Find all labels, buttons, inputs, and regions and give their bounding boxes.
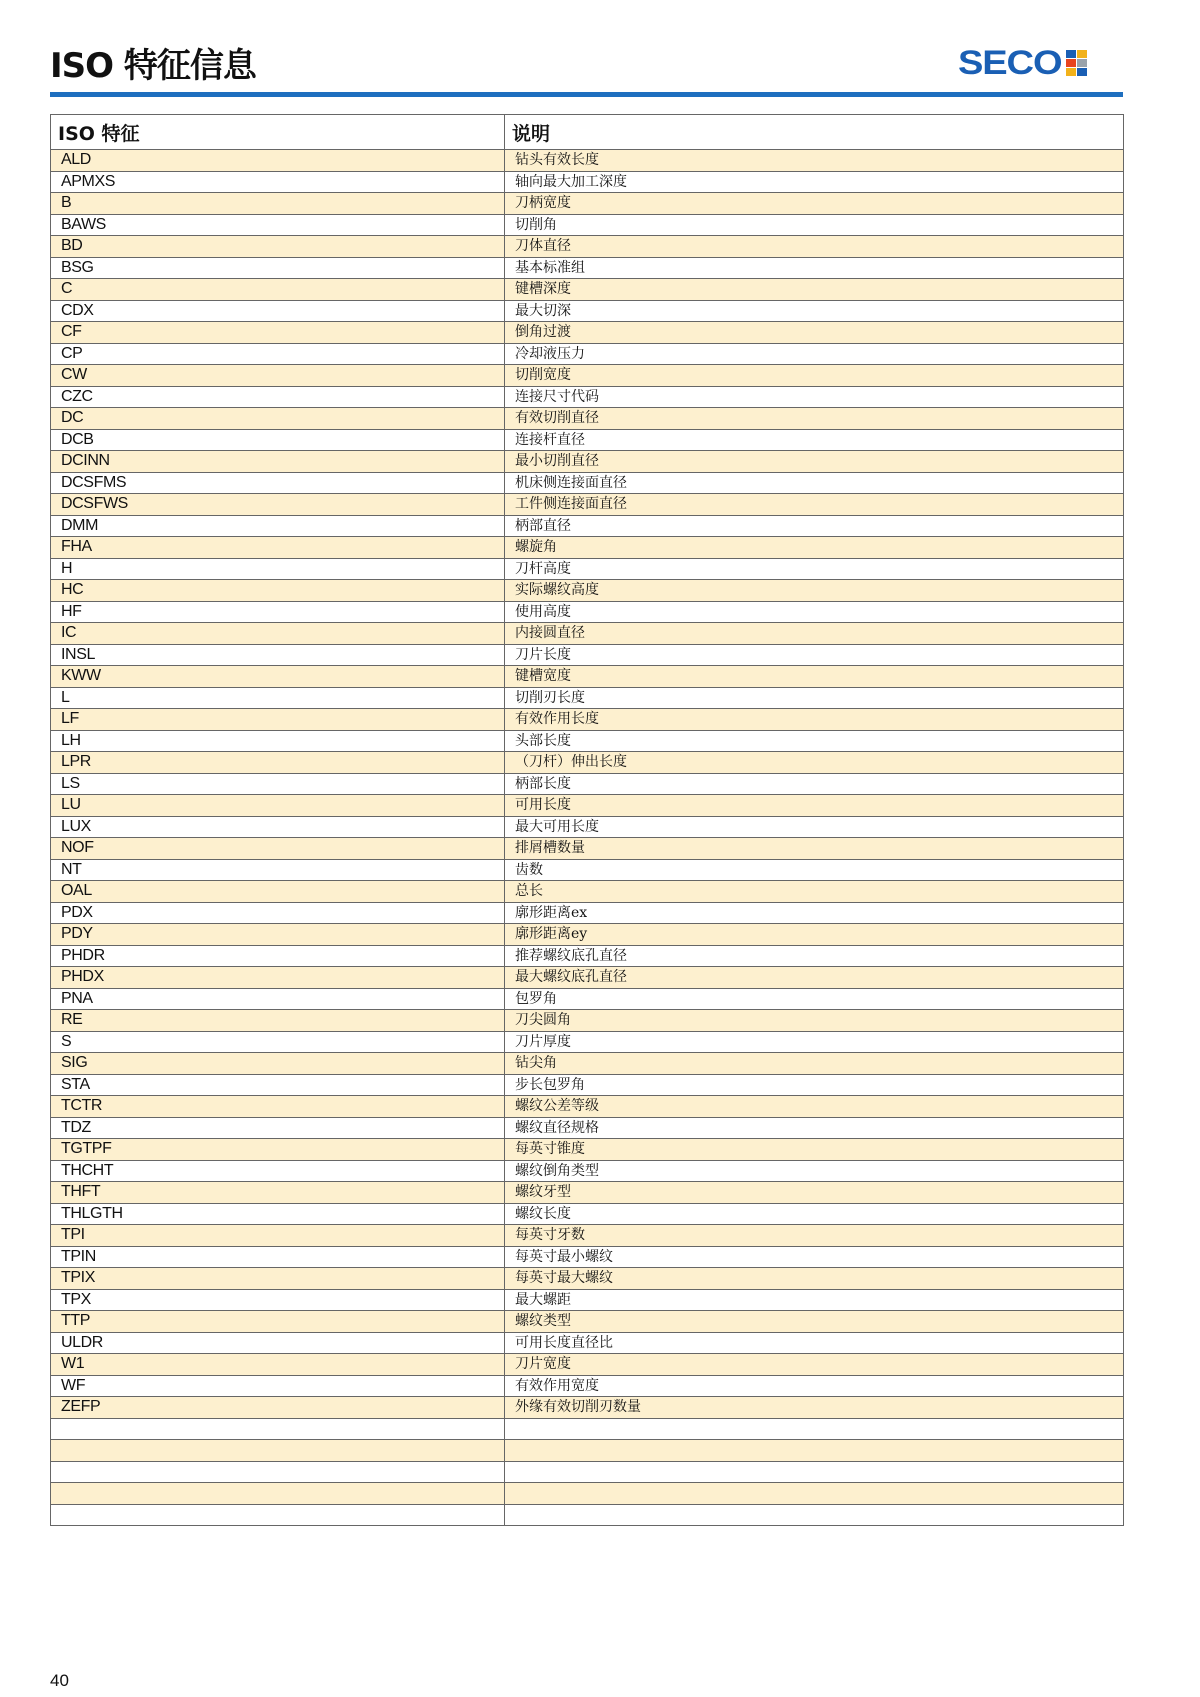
table-row [51, 1483, 1124, 1505]
iso-code-cell: CDX [51, 300, 505, 322]
table-row [51, 1031, 1124, 1053]
description-cell: 冷却液压力 [505, 343, 1124, 365]
description-cell: 有效切削直径 [505, 408, 1124, 430]
page-number: 40 [50, 1671, 69, 1690]
iso-code-cell [51, 1504, 505, 1526]
iso-code-cell [51, 1461, 505, 1483]
iso-code-cell: LF [51, 709, 505, 731]
table-row [51, 386, 1124, 408]
table-row [51, 730, 1124, 752]
iso-code-cell: PHDX [51, 967, 505, 989]
iso-code-cell: TDZ [51, 1117, 505, 1139]
table-row [51, 515, 1124, 537]
iso-code-cell: TTP [51, 1311, 505, 1333]
iso-code-cell: LU [51, 795, 505, 817]
iso-code-cell: TPIN [51, 1246, 505, 1268]
iso-code-cell: KWW [51, 666, 505, 688]
iso-code-cell: S [51, 1031, 505, 1053]
description-cell: 键槽宽度 [505, 666, 1124, 688]
iso-code-cell: OAL [51, 881, 505, 903]
description-cell: 螺纹公差等级 [505, 1096, 1124, 1118]
table-row [51, 924, 1124, 946]
description-cell: 可用长度直径比 [505, 1332, 1124, 1354]
description-cell: 推荐螺纹底孔直径 [505, 945, 1124, 967]
iso-code-cell: BSG [51, 257, 505, 279]
table-row [51, 1375, 1124, 1397]
description-cell: 头部长度 [505, 730, 1124, 752]
description-cell: 实际螺纹高度 [505, 580, 1124, 602]
iso-code-cell: TPX [51, 1289, 505, 1311]
iso-code-cell: H [51, 558, 505, 580]
iso-code-cell: W1 [51, 1354, 505, 1376]
description-cell: 键槽深度 [505, 279, 1124, 301]
seco-logo [958, 46, 1087, 80]
iso-code-cell: PNA [51, 988, 505, 1010]
page-title: ISO 特征信息 [50, 46, 256, 86]
table-row [51, 365, 1124, 387]
iso-code-cell: C [51, 279, 505, 301]
table-row [51, 1461, 1124, 1483]
iso-code-cell: BD [51, 236, 505, 258]
description-cell: 最小切削直径 [505, 451, 1124, 473]
table-row [51, 472, 1124, 494]
description-cell: 刀体直径 [505, 236, 1124, 258]
table-row [51, 193, 1124, 215]
iso-code-cell: WF [51, 1375, 505, 1397]
table-row [51, 687, 1124, 709]
column-header-iso-feature: ISO 特征 [51, 115, 505, 150]
iso-code-cell: PHDR [51, 945, 505, 967]
table-row [51, 816, 1124, 838]
table-row [51, 580, 1124, 602]
description-cell: （刀杆）伸出长度 [505, 752, 1124, 774]
description-cell: 最大切深 [505, 300, 1124, 322]
table-row [51, 494, 1124, 516]
description-cell: 最大螺纹底孔直径 [505, 967, 1124, 989]
description-cell: 最大螺距 [505, 1289, 1124, 1311]
table-row [51, 644, 1124, 666]
iso-code-cell: NT [51, 859, 505, 881]
description-cell: 刀杆高度 [505, 558, 1124, 580]
description-cell: 齿数 [505, 859, 1124, 881]
table-row [51, 171, 1124, 193]
iso-code-cell: PDY [51, 924, 505, 946]
iso-code-cell: THLGTH [51, 1203, 505, 1225]
iso-code-cell: CF [51, 322, 505, 344]
description-cell: 廓形距离ex [505, 902, 1124, 924]
table-row [51, 623, 1124, 645]
table-row [51, 859, 1124, 881]
table-row [51, 773, 1124, 795]
header-rule [50, 92, 1123, 97]
description-cell: 使用高度 [505, 601, 1124, 623]
description-cell: 倒角过渡 [505, 322, 1124, 344]
description-cell: 廓形距离ey [505, 924, 1124, 946]
description-cell [505, 1440, 1124, 1462]
iso-code-cell: BAWS [51, 214, 505, 236]
description-cell: 切削宽度 [505, 365, 1124, 387]
table-row [51, 300, 1124, 322]
table-row [51, 451, 1124, 473]
iso-code-cell: TPIX [51, 1268, 505, 1290]
description-cell: 排屑槽数量 [505, 838, 1124, 860]
iso-code-cell: HF [51, 601, 505, 623]
description-cell: 连接尺寸代码 [505, 386, 1124, 408]
iso-code-cell [51, 1440, 505, 1462]
description-cell: 每英寸最小螺纹 [505, 1246, 1124, 1268]
table-row [51, 1311, 1124, 1333]
description-cell: 包罗角 [505, 988, 1124, 1010]
description-cell: 可用长度 [505, 795, 1124, 817]
description-cell: 螺纹类型 [505, 1311, 1124, 1333]
iso-code-cell: DCINN [51, 451, 505, 473]
iso-code-cell: INSL [51, 644, 505, 666]
iso-code-cell: LS [51, 773, 505, 795]
table-row [51, 1504, 1124, 1526]
table-row [51, 343, 1124, 365]
table-row [51, 1074, 1124, 1096]
table-row [51, 752, 1124, 774]
description-cell: 螺纹长度 [505, 1203, 1124, 1225]
iso-code-cell: LH [51, 730, 505, 752]
description-cell: 钻尖角 [505, 1053, 1124, 1075]
table-row [51, 279, 1124, 301]
iso-code-cell: IC [51, 623, 505, 645]
iso-code-cell: ULDR [51, 1332, 505, 1354]
description-cell: 外缘有效切削刃数量 [505, 1397, 1124, 1419]
description-cell: 切削角 [505, 214, 1124, 236]
iso-code-cell: DCSFWS [51, 494, 505, 516]
table-row [51, 1246, 1124, 1268]
description-cell: 有效作用宽度 [505, 1375, 1124, 1397]
iso-code-cell: CZC [51, 386, 505, 408]
iso-code-cell: DCSFMS [51, 472, 505, 494]
iso-feature-table [50, 114, 1124, 1526]
iso-code-cell: THCHT [51, 1160, 505, 1182]
iso-code-cell: LPR [51, 752, 505, 774]
table-row [51, 1053, 1124, 1075]
iso-code-cell: DC [51, 408, 505, 430]
logo-wordmark: SECO [958, 44, 1062, 82]
iso-code-cell: FHA [51, 537, 505, 559]
description-cell: 工件侧连接面直径 [505, 494, 1124, 516]
iso-code-cell: TCTR [51, 1096, 505, 1118]
description-cell: 螺纹直径规格 [505, 1117, 1124, 1139]
table-row [51, 236, 1124, 258]
iso-code-cell: HC [51, 580, 505, 602]
table-row [51, 1225, 1124, 1247]
description-cell [505, 1461, 1124, 1483]
table-row [51, 1117, 1124, 1139]
table-row [51, 1096, 1124, 1118]
table-row [51, 795, 1124, 817]
description-cell: 轴向最大加工深度 [505, 171, 1124, 193]
iso-code-cell: ALD [51, 150, 505, 172]
table-row [51, 537, 1124, 559]
description-cell: 刀尖圆角 [505, 1010, 1124, 1032]
table-row [51, 1418, 1124, 1440]
table-row [51, 1010, 1124, 1032]
table-row [51, 1354, 1124, 1376]
iso-code-cell: LUX [51, 816, 505, 838]
iso-code-cell: RE [51, 1010, 505, 1032]
table-body [51, 150, 1124, 1526]
table-row [51, 666, 1124, 688]
iso-code-cell [51, 1483, 505, 1505]
description-cell: 总长 [505, 881, 1124, 903]
iso-code-cell: PDX [51, 902, 505, 924]
table-row [51, 709, 1124, 731]
description-cell: 连接杆直径 [505, 429, 1124, 451]
table-row [51, 601, 1124, 623]
description-cell: 每英寸牙数 [505, 1225, 1124, 1247]
table-row [51, 322, 1124, 344]
logo-color-squares-icon [1066, 50, 1087, 76]
description-cell: 钻头有效长度 [505, 150, 1124, 172]
iso-code-cell: B [51, 193, 505, 215]
table-row [51, 902, 1124, 924]
table-row [51, 214, 1124, 236]
iso-code-cell [51, 1418, 505, 1440]
description-cell: 每英寸最大螺纹 [505, 1268, 1124, 1290]
description-cell: 螺纹倒角类型 [505, 1160, 1124, 1182]
description-cell: 柄部长度 [505, 773, 1124, 795]
table-row [51, 1268, 1124, 1290]
description-cell: 步长包罗角 [505, 1074, 1124, 1096]
iso-code-cell: ZEFP [51, 1397, 505, 1419]
table-row [51, 1203, 1124, 1225]
iso-code-cell: THFT [51, 1182, 505, 1204]
description-cell [505, 1504, 1124, 1526]
description-cell: 基本标准组 [505, 257, 1124, 279]
table-row [51, 838, 1124, 860]
table-row [51, 1160, 1124, 1182]
description-cell: 柄部直径 [505, 515, 1124, 537]
iso-code-cell: DCB [51, 429, 505, 451]
table-row [51, 429, 1124, 451]
table-row [51, 150, 1124, 172]
column-header-description: 说明 [505, 115, 1124, 150]
description-cell: 内接圆直径 [505, 623, 1124, 645]
iso-code-cell: TPI [51, 1225, 505, 1247]
description-cell: 螺旋角 [505, 537, 1124, 559]
description-cell: 机床侧连接面直径 [505, 472, 1124, 494]
table-header-row [51, 115, 1124, 150]
iso-code-cell: STA [51, 1074, 505, 1096]
iso-code-cell: APMXS [51, 171, 505, 193]
table-row [51, 408, 1124, 430]
description-cell: 最大可用长度 [505, 816, 1124, 838]
table-row [51, 945, 1124, 967]
description-cell [505, 1418, 1124, 1440]
description-cell: 螺纹牙型 [505, 1182, 1124, 1204]
table-row [51, 1182, 1124, 1204]
iso-code-cell: NOF [51, 838, 505, 860]
table-row [51, 558, 1124, 580]
iso-code-cell: TGTPF [51, 1139, 505, 1161]
table-row [51, 881, 1124, 903]
iso-code-cell: CP [51, 343, 505, 365]
description-cell: 刀片宽度 [505, 1354, 1124, 1376]
iso-code-cell: SIG [51, 1053, 505, 1075]
table-row [51, 967, 1124, 989]
iso-code-cell: L [51, 687, 505, 709]
description-cell [505, 1483, 1124, 1505]
description-cell: 切削刃长度 [505, 687, 1124, 709]
table-row [51, 1397, 1124, 1419]
table-row [51, 1440, 1124, 1462]
table-row [51, 988, 1124, 1010]
description-cell: 刀柄宽度 [505, 193, 1124, 215]
description-cell: 每英寸锥度 [505, 1139, 1124, 1161]
iso-code-cell: DMM [51, 515, 505, 537]
table-row [51, 257, 1124, 279]
table-row [51, 1332, 1124, 1354]
table-row [51, 1139, 1124, 1161]
description-cell: 刀片厚度 [505, 1031, 1124, 1053]
table-row [51, 1289, 1124, 1311]
description-cell: 有效作用长度 [505, 709, 1124, 731]
description-cell: 刀片长度 [505, 644, 1124, 666]
iso-code-cell: CW [51, 365, 505, 387]
